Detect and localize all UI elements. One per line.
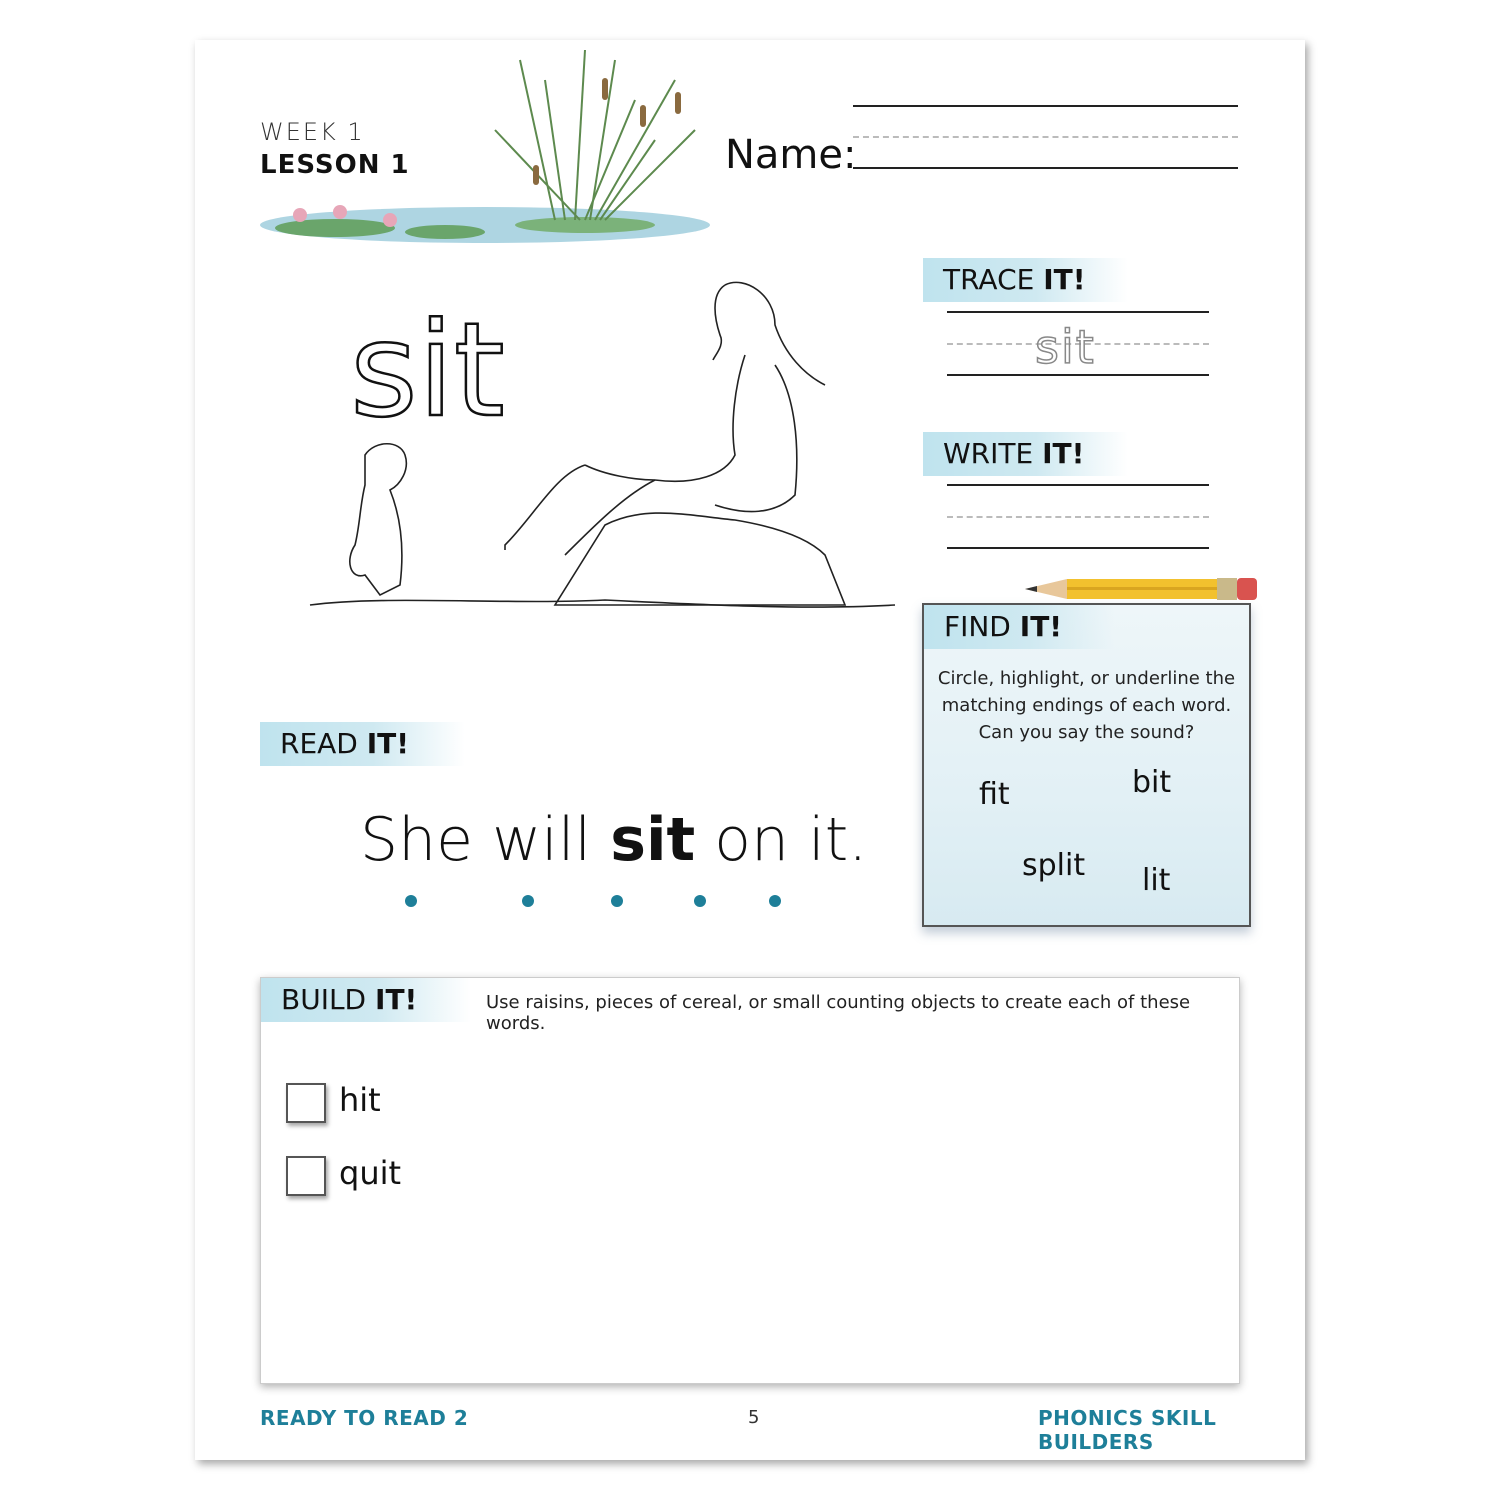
name-line-bottom[interactable] [853,167,1238,169]
build-it-panel [260,977,1240,1384]
word-dot [522,895,534,907]
week-label: WEEK 1 [260,118,365,146]
word-dot [611,895,623,907]
build-it-heading [261,978,471,1022]
write-line-bottom[interactable] [947,547,1209,549]
read-label: READ [280,727,367,760]
find-word-lit[interactable]: lit [1142,863,1171,898]
trace-label-emphasis: IT! [1043,263,1086,296]
lesson-title: LESSON 1 [260,150,410,180]
name-line-top [853,105,1238,107]
find-label: FIND [944,610,1020,643]
write-line-top [947,484,1209,486]
girl-dog-illustration [305,275,905,645]
find-word-bit[interactable]: bit [1132,765,1172,800]
sentence-part-1: She will [360,805,611,875]
build-word-hit: hit [339,1081,381,1119]
name-label: Name: [725,132,857,178]
word-dot [405,895,417,907]
word-dot [694,895,706,907]
trace-label: TRACE [943,263,1044,296]
write-label: WRITE [943,437,1043,470]
find-it-heading [924,605,1114,649]
write-it-heading [923,432,1128,476]
page-number: 5 [748,1407,760,1428]
worksheet-page [195,40,1305,1460]
read-it-heading [260,722,465,766]
find-instructions: Circle, highlight, or underline the matching endings of each word. Can you say the sound? [937,668,1236,743]
trace-line-bottom [947,374,1209,376]
build-label: BUILD [281,983,376,1016]
build-instructions: Use raisins, pieces of cereal, or small counting objects to create each of these words. [486,992,1191,1034]
footer-book-title: READY TO READ 2 [260,1406,469,1430]
read-label-emphasis: IT! [366,727,410,760]
write-label-emphasis: IT! [1042,437,1085,470]
trace-line-top [947,311,1209,313]
sentence-bold-word: sit [610,805,696,875]
find-it-panel [922,603,1251,927]
checkbox-hit[interactable] [286,1083,326,1123]
build-label-emphasis: IT! [375,983,418,1016]
write-line-middle [947,516,1209,518]
build-word-quit: quit [339,1154,402,1192]
pond-illustration [255,40,715,250]
checkbox-quit[interactable] [286,1156,326,1196]
word-dot [769,895,781,907]
trace-it-heading [923,258,1128,302]
find-label-emphasis: IT! [1019,610,1063,643]
sentence-part-2: on it. [695,805,868,875]
pencil-icon [1025,573,1260,605]
find-word-split[interactable]: split [1022,848,1086,883]
find-word-fit[interactable]: fit [979,777,1010,812]
footer-series-title: PHONICS SKILL BUILDERS [1038,1406,1217,1454]
outlined-word-text: sit [350,295,505,425]
read-sentence [360,805,867,875]
name-line-middle [853,136,1238,138]
trace-word[interactable]: sit [1035,320,1096,374]
